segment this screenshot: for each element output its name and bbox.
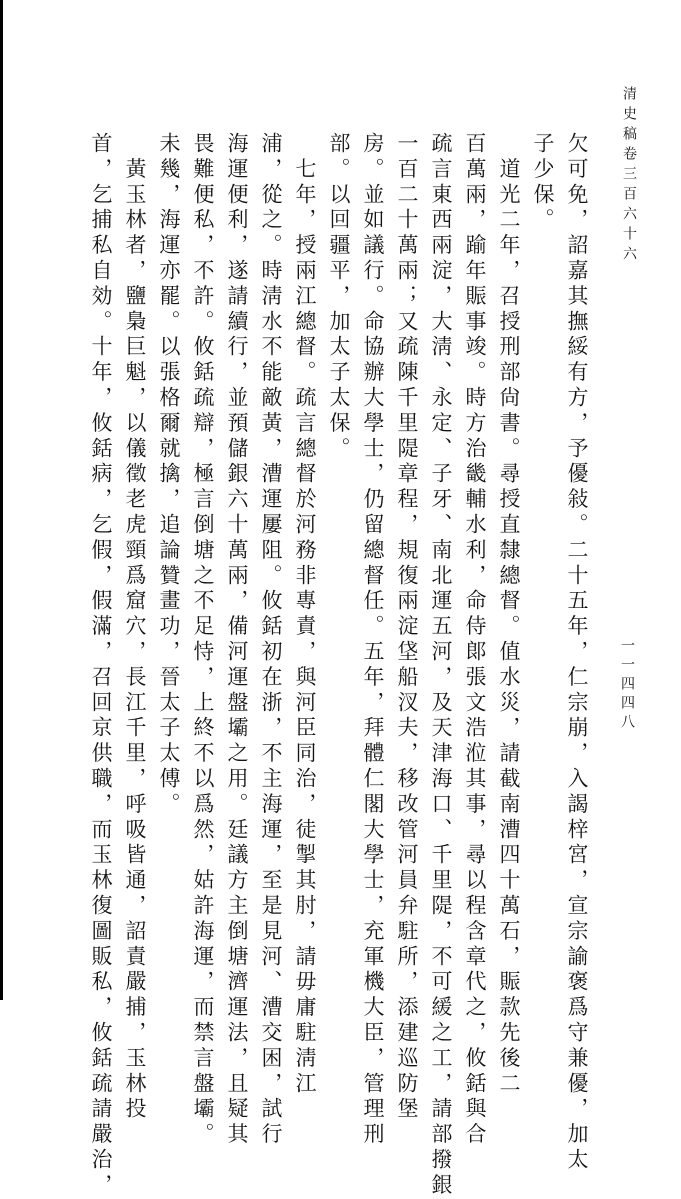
text-column: 一百二十萬兩；又疏陳千里隄章程，規復兩淀垡船汊夫，移改管河員弁駐所，添建巡防堡 bbox=[395, 132, 419, 1123]
text-column: 黃玉林者，鹽梟巨魁，以儀徵老虎頸爲窟穴，長江千里，呼吸皆通，詔責嚴捕，玉林投 bbox=[123, 132, 147, 1123]
text-column: 欠可免，詔嘉其撫綏有方，予優敍。二十五年，仁宗崩，入謁梓宮，宣宗諭褒爲守兼優，加太 bbox=[565, 132, 589, 1174]
text-column: 道光二年，召授刑部尙書。尋授直隸總督。值水災，請截南漕四十萬石，賑款先後二 bbox=[497, 132, 521, 1098]
page-number: 一一四四八 bbox=[619, 638, 635, 733]
text-column: 百萬兩，踰年賑事竣。時方治畿輔水利，命侍郞張文浩涖其事，尋以程含章代之，攸銛與合 bbox=[463, 132, 487, 1148]
text-column: 首，乞捕私自効。十年，攸銛病，乞假，假滿，召回京供職，而玉林復圖販私，攸銛疏請嚴治， bbox=[89, 132, 113, 1199]
text-column: 疏言東西兩淀，大淸、永定、子牙、南北運五河，及天津海口、千里隄，不可緩之工，請部撥銀 bbox=[429, 132, 453, 1199]
text-column: 部。以回疆平，加太子太保。 bbox=[327, 132, 351, 463]
text-column: 七年，授兩江總督。疏言總督於河務非專責，與河臣同治，徒掣其肘，請毋庸駐淸江 bbox=[293, 132, 317, 1098]
text-column: 浦，從之。時淸水不能敵黃，漕運屢阻。攸銛初在浙，不主海運，至是見河、漕交困，試行 bbox=[259, 132, 283, 1148]
text-column: 子少保。 bbox=[531, 132, 555, 234]
binding-edge bbox=[0, 0, 3, 1000]
text-column: 未幾，海運亦罷。以張格爾就擒，追論贊畫功，晉太子太傅。 bbox=[157, 132, 181, 818]
text-column: 海運便利，遂請續行，並預儲銀六十萬兩，備河運盤壩之用。廷議方主倒塘濟運法，且疑其 bbox=[225, 132, 249, 1148]
running-header-title: 清史稿卷三百六十六 bbox=[621, 86, 637, 266]
text-column: 畏難便私，不許。攸銛疏辯，極言倒塘之不足恃，上終不以爲然，姑許海運，而禁言盤壩。 bbox=[191, 132, 215, 1148]
text-column: 房。並如議行。命協辦大學士，仍留總督任。五年，拜體仁閣大學士，充軍機大臣，管理刑 bbox=[361, 132, 385, 1148]
